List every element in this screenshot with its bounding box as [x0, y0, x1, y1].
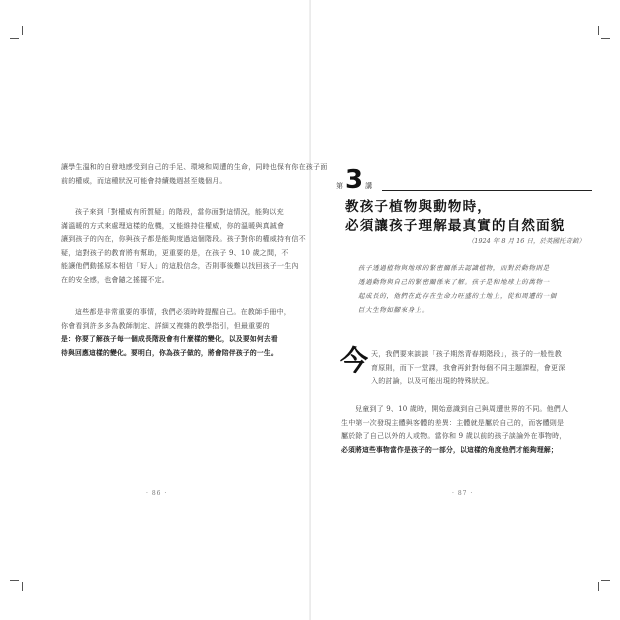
text-line: 生中第一次發現主體與客體的差異：主體就是屬於自己的，而客體則是	[341, 418, 565, 427]
text-line: 育原則，而下一堂課，我會再針對每個不同主題課程，會更深	[371, 363, 566, 372]
text-line: 你會看到許多多為教師制定、詳細又複雜的教學指引，但最重要的	[61, 321, 270, 330]
text-line: 讓到孩子的內在，你與孩子都是能夠度過這個階段。孩子對你的權威持有信不	[61, 235, 306, 244]
text-line: 能讓他們動搖原本相信「好人」的這股信念，否則事後難以找回孩子一生內	[61, 262, 299, 271]
lecture-date-place: （1924 年 8 月 16 日，於英國托奇鎮）	[467, 237, 585, 245]
emphasized-text-line: 是：你要了解孩子每一個成長階段會有什麼樣的變化，以及要如何去看	[61, 335, 278, 344]
crop-mark	[10, 580, 19, 581]
emphasized-text-line: 必須將這些事物當作是孩子的一部分，以這樣的角度他們才能夠理解；	[341, 445, 558, 454]
page-number-left: · 86 ·	[146, 490, 168, 497]
crop-mark	[22, 582, 23, 591]
text-line: 孩子來到「對權威有所質疑」的階段，當你面對這情況，能夠以充	[75, 208, 284, 216]
page-number-right: · 87 ·	[452, 490, 474, 497]
text-line: 天，我們要來談談「孩子期然青春期階段」，孩子的一般性教	[371, 350, 562, 358]
chapter-epigraph	[358, 261, 557, 317]
chapter-suffix: 講	[365, 182, 373, 190]
crop-mark	[598, 26, 599, 35]
emphasized-text-line: 待與回應這樣的變化。要明白，你為孩子做的，將會陪伴孩子的一生。	[61, 348, 278, 357]
left-paragraph-2	[61, 206, 306, 288]
text-line: 前的權威，而這種狀況可能會持續幾週甚至幾個月。	[61, 176, 227, 185]
chapter-prefix: 第	[336, 182, 343, 190]
text-line: 讓學生溫和的自發地感受到自己的手足、環境和周遭的生命，同時也保有你在孩子面	[61, 163, 328, 171]
text-line: 疑，這對孩子的教育將有幫助，更重要的是，在孩子 9、10 歲之間，不	[61, 248, 289, 257]
text-line: 巨大生物如腳來身上。	[358, 306, 429, 314]
text-line: 孩子透過植物與地球的緊密關係去認識植物，而對於動物則是	[358, 264, 550, 272]
chapter-rule	[382, 190, 592, 191]
crop-mark	[22, 26, 23, 35]
left-paragraph-3	[61, 306, 291, 360]
text-line: 在的安全感，也會隨之搖擺不定。	[61, 275, 169, 284]
book-gutter	[309, 0, 311, 620]
chapter-number: 3	[345, 165, 364, 195]
right-paragraph-2	[341, 403, 568, 457]
text-line: 入的討論，以及可能出現的特殊狀況。	[371, 377, 494, 386]
chapter-title-line-2: 必須讓孩子理解最真實的自然面貌	[345, 218, 566, 234]
crop-mark	[601, 580, 610, 581]
text-line: 這些都是非常重要的事情，我們必須時時提醒自己。在教師手冊中，	[75, 308, 291, 316]
text-line: 起成長的，他們在此存在生命力旺盛的土地上，從和周遭的一個	[358, 292, 557, 300]
text-line: 滿溫暖的方式來處理這樣的危機，又能維持住權威，你的溫暖與真誠會	[61, 221, 285, 230]
text-line: 透過動物與自己的緊密關係來了解。孩子是和地球上的萬物一	[358, 278, 550, 286]
text-line: 兒童到了 9、10 歲時，開始意識到自己與周遭世界的不同。他們人	[355, 405, 569, 413]
chapter-title-line-1: 教孩子植物與動物時，	[345, 199, 492, 215]
left-paragraph-1	[61, 161, 327, 188]
crop-mark	[601, 38, 610, 39]
right-paragraph-1	[371, 348, 565, 389]
chapter-label	[336, 165, 373, 195]
text-line: 屬於除了自己以外的人或物。當你和 9 歲以前的孩子談論外在事物時，	[341, 432, 567, 441]
crop-mark	[598, 582, 599, 591]
crop-mark	[10, 38, 19, 39]
drop-cap: 今	[340, 344, 369, 377]
